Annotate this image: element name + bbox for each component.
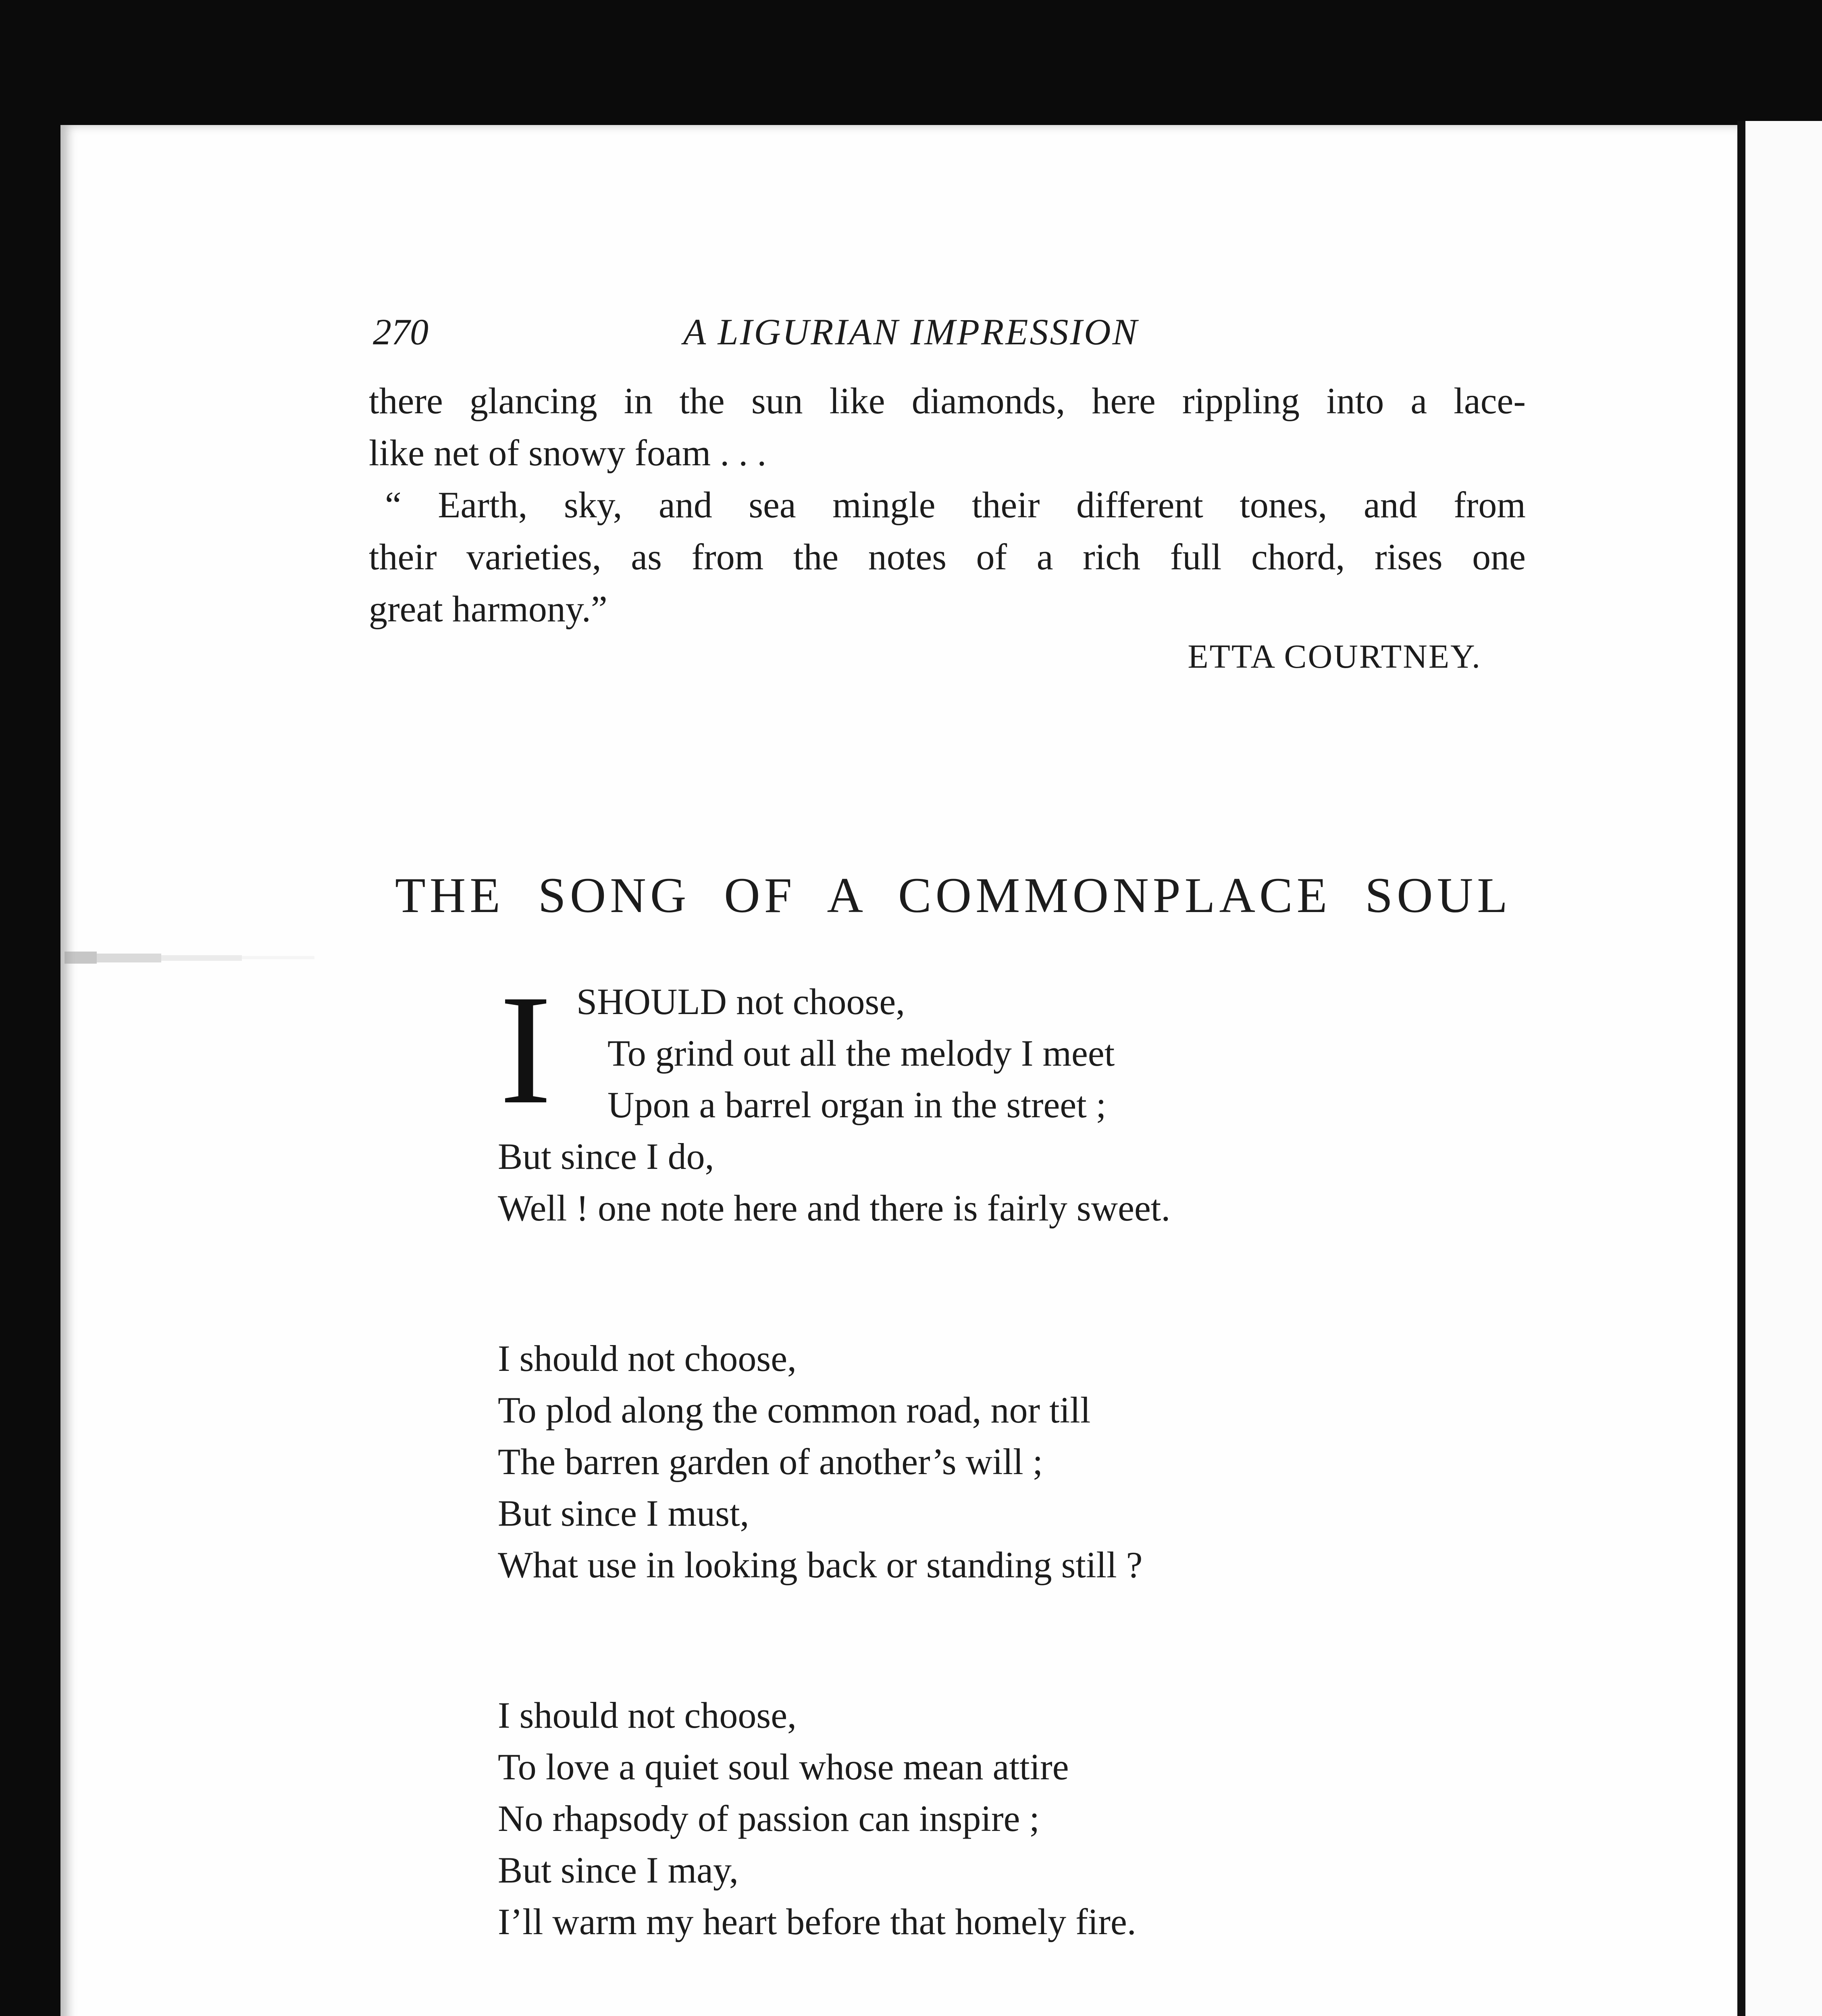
drop-cap: I xyxy=(499,962,552,1137)
poem-line: To plod along the common road, nor till xyxy=(498,1389,1091,1431)
poem-line: To grind out all the melody I meet xyxy=(607,1033,1115,1074)
prose-line: great harmony.” xyxy=(369,588,607,629)
stanza-3 xyxy=(498,1689,1425,1947)
scan-smudge xyxy=(64,946,314,970)
poem-line: But since I do, xyxy=(498,1136,714,1177)
poem-line: But since I may, xyxy=(498,1849,739,1891)
prose-line: “ Earth, sky, and sea mingle their different tones, and from xyxy=(385,484,1526,525)
author-signature-courtney: ETTA COURTNEY. xyxy=(1188,638,1481,675)
page-gutter xyxy=(1737,121,1746,2016)
poem-line: I should not choose, xyxy=(498,1338,797,1379)
poem-line: What use in looking back or standing still ? xyxy=(498,1544,1143,1585)
stanza-1 xyxy=(498,962,1425,1234)
running-title: A LIGURIAN IMPRESSION xyxy=(683,311,1139,352)
prose-paragraph xyxy=(369,375,1526,635)
poem-line: No rhapsody of passion can inspire ; xyxy=(498,1798,1040,1839)
prose-line: their varieties, as from the notes of a rich full chord, rises one xyxy=(369,536,1526,577)
poem-line: But since I must, xyxy=(498,1493,749,1534)
prose-line: like net of snowy foam . . . xyxy=(369,432,767,473)
facing-page-edge xyxy=(1745,121,1822,2016)
page-number: 270 xyxy=(373,311,428,352)
stanza-2 xyxy=(498,1333,1425,1591)
poem-line: SHOULD not choose, xyxy=(576,981,905,1022)
poem-line: Upon a barrel organ in the street ; xyxy=(607,1084,1107,1125)
poem-body xyxy=(498,962,1425,2016)
poem-line: I should not choose, xyxy=(498,1695,797,1736)
poem-line: To love a quiet soul whose mean attire xyxy=(498,1746,1069,1787)
poem-line: The barren garden of another’s will ; xyxy=(498,1441,1043,1482)
prose-line: there glancing in the sun like diamonds, here rippling into a lace- xyxy=(369,380,1526,421)
running-header xyxy=(373,310,1524,355)
poem-line: Well ! one note here and there is fairly sweet. xyxy=(498,1187,1171,1229)
poem-line: I’ll warm my heart before that homely fire. xyxy=(498,1901,1136,1942)
poem-title: THE SONG OF A COMMONPLACE SOUL xyxy=(395,868,1512,923)
